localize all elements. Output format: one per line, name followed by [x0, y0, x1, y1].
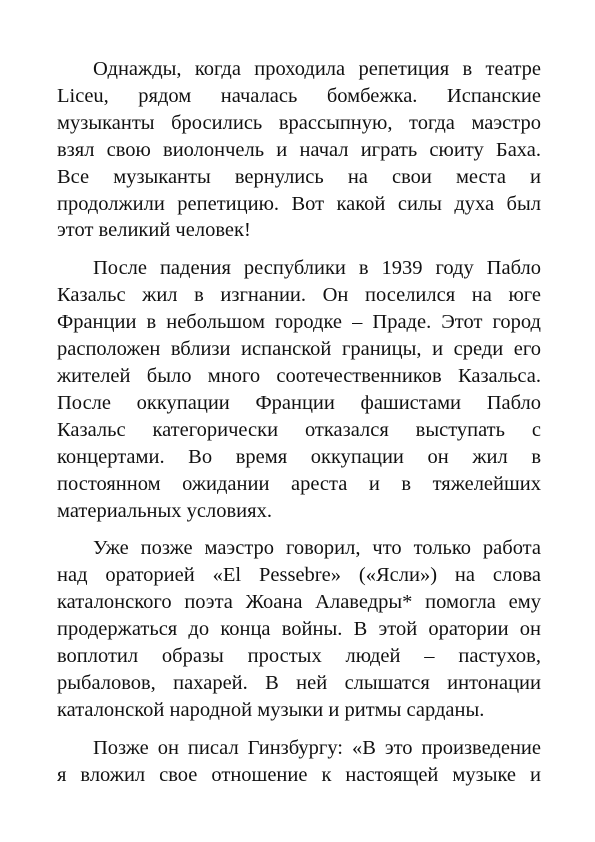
text-line: материальных условиях.	[57, 499, 272, 522]
text-line: Казальс жил в изгнании. Он поселился на юге	[57, 284, 541, 307]
document-page	[57, 56, 541, 800]
text-line: каталонской народной музыки и ритмы сарданы.	[57, 698, 485, 721]
text-line: каталонского поэта Жоана Алаведры* помогла ему	[57, 591, 541, 614]
text-line: постоянном ожидании ареста и в тяжелейших	[57, 472, 541, 495]
text-line: Казальс категорически отказался выступать с	[57, 418, 541, 441]
text-line: Уже позже маэстро говорил, что только работа	[93, 537, 541, 560]
text-line: жителей было много соотечественников Казальса.	[57, 364, 541, 387]
text-line: я вложил свое отношение к настоящей музыке и	[57, 763, 541, 786]
paragraph-4	[57, 735, 541, 789]
text-line: Франции в небольшом городке – Праде. Этот город	[57, 311, 541, 334]
text-line: этот великий человек!	[57, 219, 251, 242]
text-line: концертами. Во время оккупации он жил в	[57, 445, 541, 468]
text-line: воплотил образы простых людей – пастухов,	[57, 645, 541, 668]
text-line: расположен вблизи испанской границы, и среди его	[57, 338, 541, 361]
text-line: Liceu, рядом началась бомбежка. Испанские	[57, 84, 541, 107]
paragraph-3	[57, 535, 541, 723]
text-line: музыканты бросились врассыпную, тогда маэстро	[57, 111, 541, 134]
text-line: продержаться до конца войны. В этой оратории он	[57, 618, 541, 641]
text-line: рыбаловов, пахарей. В ней слышатся интонации	[57, 671, 541, 694]
paragraph-2	[57, 255, 541, 524]
text-line: продолжили репетицию. Вот какой силы духа был	[57, 192, 541, 215]
paragraph-1	[57, 56, 541, 244]
text-line: взял свою виолончель и начал играть сюиту Баха.	[57, 138, 541, 161]
text-line: над ораторией «El Pessebre» («Ясли») на слова	[57, 564, 541, 587]
text-line: Однажды, когда проходила репетиция в театре	[93, 58, 541, 80]
text-line: Все музыканты вернулись на свои места и	[57, 165, 541, 188]
text-line: Позже он писал Гинзбургу: «В это произведение	[93, 736, 541, 759]
text-line: После оккупации Франции фашистами Пабло	[57, 391, 541, 414]
text-line: После падения республики в 1939 году Пабло	[93, 257, 541, 280]
